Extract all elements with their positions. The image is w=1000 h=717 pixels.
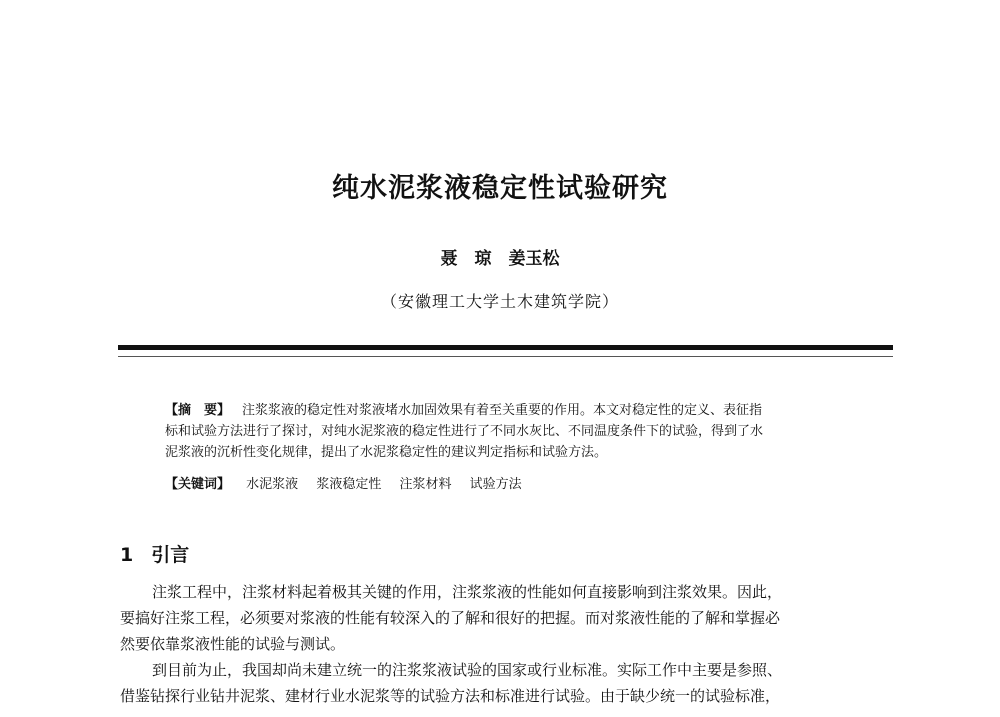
header-rule-thin bbox=[118, 356, 893, 357]
section-title: 引言 bbox=[151, 544, 190, 566]
keyword: 试验方法 bbox=[469, 477, 522, 492]
body-line: 借鉴钻探行业钻井泥浆、建材行业水泥浆等的试验方法和标准进行试验。由于缺少统一的试验标准， bbox=[120, 687, 781, 705]
section-heading bbox=[120, 540, 189, 567]
body-line: 然要依靠浆液性能的试验与测试。 bbox=[120, 635, 346, 653]
keyword: 浆液稳定性 bbox=[316, 477, 382, 492]
abstract-label: 【摘 要】 bbox=[165, 403, 231, 418]
body-line: 到目前为止，我国却尚未建立统一的注浆浆液试验的国家或行业标准。实际工作中主要是参照、 bbox=[152, 661, 783, 679]
abstract-line: 标和试验方法进行了探讨，对纯水泥浆液的稳定性进行了不同水灰比、不同温度条件下的试验，得到了水 bbox=[165, 424, 764, 439]
keyword: 水泥浆液 bbox=[246, 477, 299, 492]
abstract-line: 泥浆液的沉析性变化规律，提出了水泥浆稳定性的建议判定指标和试验方法。 bbox=[165, 445, 608, 460]
body-line: 要搞好注浆工程，必须要对浆液的性能有较深入的了解和很好的把握。而对浆液性能的了解和掌握必 bbox=[120, 609, 781, 627]
abstract-line bbox=[165, 400, 865, 421]
paper-title: 纯水泥浆液稳定性试验研究 bbox=[332, 173, 668, 204]
body-text bbox=[120, 579, 900, 709]
keyword: 注浆材料 bbox=[399, 477, 452, 492]
header-rule-thick bbox=[118, 345, 893, 350]
keywords-label: 【关键词】 bbox=[165, 477, 231, 492]
affiliation: （安徽理工大学土木建筑学院） bbox=[380, 292, 619, 311]
abstract bbox=[165, 400, 865, 463]
section-number: 1 bbox=[120, 544, 134, 566]
authors: 聂 琼 姜玉松 bbox=[440, 249, 560, 269]
abstract-text: 注浆浆液的稳定性对浆液堵水加固效果有着至关重要的作用。本文对稳定性的定义、表征指 bbox=[242, 403, 763, 418]
body-line: 注浆工程中，注浆材料起着极其关键的作用，注浆浆液的性能如何直接影响到注浆效果。因此， bbox=[152, 583, 783, 601]
keywords bbox=[165, 473, 865, 492]
